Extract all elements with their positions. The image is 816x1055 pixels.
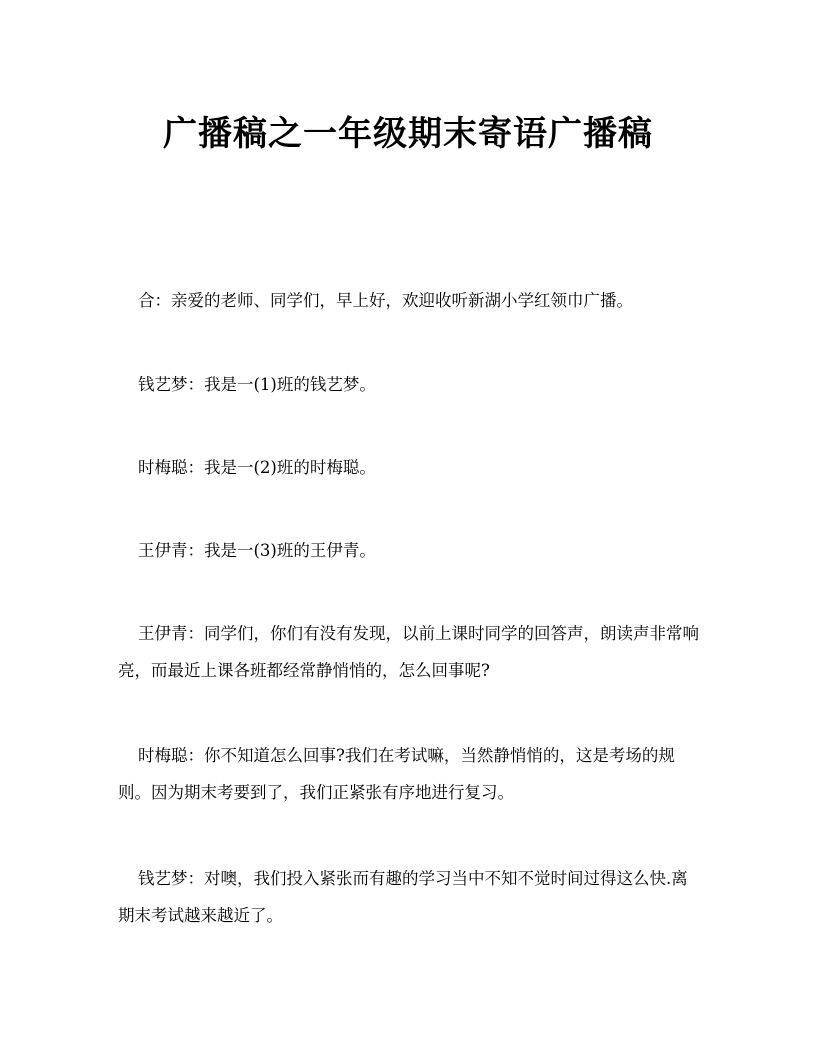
paragraph-greeting: 合：亲爱的老师、同学们，早上好，欢迎收听新湖小学红领巾广播。 bbox=[138, 291, 633, 310]
paragraph-qian-reply: 钱艺梦：对噢，我们投入紧张而有趣的学习当中不知不觉时间过得这么快.离期末考试越来越近了。 bbox=[118, 869, 688, 925]
paragraph-intro-shi: 时梅聪：我是一(2)班的时梅聪。 bbox=[138, 458, 376, 477]
document-title: 广播稿之一年级期末寄语广播稿 bbox=[163, 114, 653, 154]
paragraph-intro-wang: 王伊青：我是一(3)班的王伊青。 bbox=[138, 541, 376, 560]
paragraph-wang-question: 王伊青：同学们，你们有没有发现，以前上课时同学的回答声，朗读声非常响亮，而最近上课各班都经常静悄悄的，怎么回事呢? bbox=[118, 624, 699, 680]
paragraph-intro-qian: 钱艺梦：我是一(1)班的钱艺梦。 bbox=[138, 375, 376, 394]
paragraph-shi-answer: 时梅聪：你不知道怎么回事?我们在考试嘛，当然静悄悄的，这是考场的规则。因为期末考要到了，我们正紧张有序地进行复习。 bbox=[118, 746, 675, 802]
